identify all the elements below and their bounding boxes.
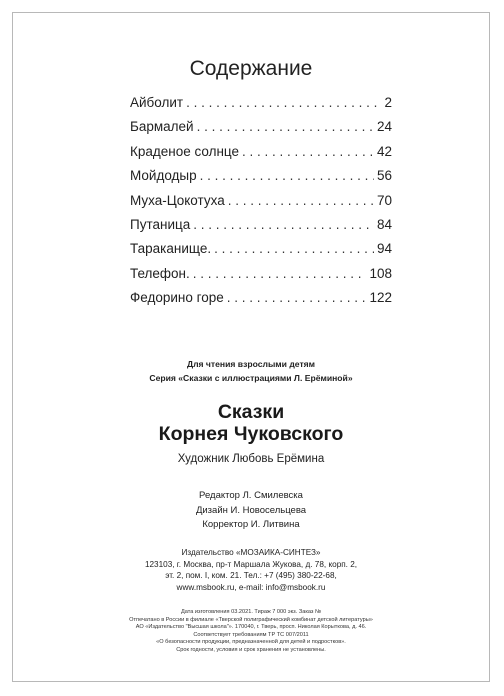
toc-item [130, 144, 392, 168]
series-name: Серия «Сказки с иллюстрациями Л. Ерёминой» [149, 373, 353, 383]
toc-title: Содержание [189, 57, 313, 80]
toc-leader-dots [228, 193, 374, 208]
toc-item [130, 168, 392, 192]
toc-item-title: Тараканище. [130, 241, 212, 257]
imprint-line: Срок годности, условия и срок хранения не установлены. [176, 646, 326, 653]
toc-item-page: 56 [376, 168, 392, 184]
toc-item-title: Бармалей [130, 119, 194, 135]
toc-item [130, 217, 392, 241]
toc-item-title: Краденое солнце [130, 143, 240, 159]
audience-note: Для чтения взрослыми детям [186, 359, 316, 369]
toc-item [130, 193, 392, 217]
publisher-line: Издательство «МОЗАИКА-СИНТЕЗ» [181, 548, 321, 557]
toc-item [130, 266, 392, 290]
toc-item [130, 290, 392, 314]
toc-leader-dots [186, 95, 381, 110]
toc-item-title: Айболит [130, 95, 184, 110]
publisher-line: 123103, г. Москва, пр-т Маршала Жукова, д. 78, корп. 2, [144, 559, 358, 569]
toc-leader-dots [214, 241, 374, 256]
book-title-line: Сказки [217, 401, 285, 423]
imprint-line: Отпечатано в России в филиале «Тверской полиграфический комбинат детской литературы» [129, 616, 373, 623]
toc-item-page: 2 [384, 95, 392, 110]
imprint-line: Дата изготовления 03.2021. Тираж 7 000 экз. Заказ № [180, 609, 322, 615]
illustrator-credit: Художник Любовь Ерёмина [177, 453, 325, 465]
publisher-line: эт. 2, пом. I, ком. 21. Тел.: +7 (495) 380-22-68, [165, 571, 337, 581]
toc-item-title: Телефон. [130, 265, 190, 281]
book-title-line: Корнея Чуковского [158, 423, 344, 445]
toc-item-page: 108 [369, 265, 392, 281]
toc-item-title: Муха-Цокотуха [130, 192, 225, 208]
toc-item-page: 70 [376, 192, 392, 208]
credit-line: Редактор Л. Смилевска [199, 490, 303, 501]
toc-item-page: 84 [376, 216, 392, 232]
book-title [13, 401, 489, 445]
imprint-line: АО «Издательство "Высшая школа"». 170040, г. Тверь, просп. Николая Корыткова, д. 46. [135, 624, 367, 631]
toc-item-page: 42 [376, 143, 392, 159]
toc-item [130, 119, 392, 143]
toc-item-title: Мойдодыр [130, 168, 197, 184]
toc-item [130, 95, 392, 119]
imprint-line: «О безопасности продукции, предназначенной для детей и подростков». [156, 639, 346, 646]
toc-item-page: 122 [369, 290, 392, 306]
toc-leader-dots [227, 290, 367, 305]
toc-item-page: 24 [376, 119, 392, 135]
book-page [12, 12, 490, 682]
toc-item [130, 241, 392, 265]
printing-imprint [13, 609, 489, 655]
credit-line: Корректор И. Литвина [202, 519, 300, 530]
imprint-line: Соответствует требованиям ТР ТС 007/2011 [193, 631, 309, 638]
toc-item-page: 94 [376, 241, 392, 257]
staff-credits [13, 489, 489, 533]
toc-item-title: Федорино горе [130, 290, 224, 306]
toc-leader-dots [200, 168, 374, 183]
publisher-info [13, 547, 489, 593]
table-of-contents [130, 95, 392, 315]
toc-leader-dots [193, 217, 374, 232]
credit-line: Дизайн И. Новосельцева [195, 504, 307, 516]
toc-leader-dots [193, 266, 367, 281]
publisher-line: www.msbook.ru, e-mail: info@msbook.ru [176, 582, 326, 592]
toc-item-title: Путаница [130, 216, 191, 232]
toc-leader-dots [242, 144, 374, 159]
toc-leader-dots [197, 119, 374, 134]
